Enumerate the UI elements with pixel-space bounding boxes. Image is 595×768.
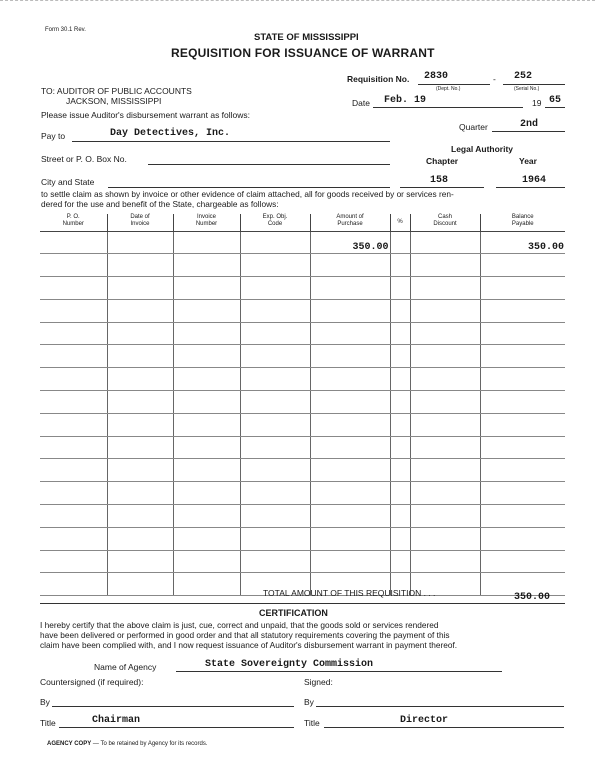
table-cell	[410, 254, 480, 277]
table-cell	[240, 391, 310, 414]
table-cell	[107, 345, 173, 368]
table-cell	[390, 413, 410, 436]
signed-label: Signed:	[304, 677, 333, 687]
table-cell	[310, 436, 390, 459]
table-cell	[410, 550, 480, 573]
table-cell	[410, 322, 480, 345]
table-cell	[480, 527, 565, 550]
table-row	[40, 505, 565, 528]
table-cell	[173, 254, 240, 277]
table-row	[40, 413, 565, 436]
table-cell	[310, 527, 390, 550]
chapter-value: 158	[430, 175, 449, 186]
table-cell	[390, 505, 410, 528]
charges-table	[40, 214, 565, 596]
table-cell	[107, 527, 173, 550]
table-cell	[173, 413, 240, 436]
serial-number: 252	[514, 71, 533, 82]
right-title-label: Title	[304, 718, 320, 728]
requisition-dash: -	[493, 74, 496, 84]
table-cell	[240, 482, 310, 505]
table-cell	[480, 482, 565, 505]
quarter-label: Quarter	[459, 122, 488, 132]
left-title-line	[59, 727, 294, 728]
table-cell	[240, 550, 310, 573]
street-line	[148, 164, 390, 165]
countersigned-label: Countersigned (if required):	[40, 677, 144, 687]
table-row	[40, 277, 565, 300]
table-cell	[390, 436, 410, 459]
serial-number-line	[503, 84, 565, 85]
table-cell	[390, 459, 410, 482]
right-title-value: Director	[400, 715, 449, 726]
table-cell	[107, 299, 173, 322]
to-line-1: TO: AUDITOR OF PUBLIC ACCOUNTS	[41, 86, 192, 96]
table-cell	[410, 277, 480, 300]
table-cell	[410, 299, 480, 322]
table-row	[40, 299, 565, 322]
pay-to-label: Pay to	[41, 131, 66, 141]
claim-text-2: dered for the use and benefit of the State, chargeable as follows:	[41, 199, 279, 209]
table-cell	[107, 482, 173, 505]
city-label: City and State	[41, 177, 95, 187]
table-cell	[390, 254, 410, 277]
table-cell	[173, 459, 240, 482]
table-cell	[310, 482, 390, 505]
row1-amount: 350.00	[352, 242, 389, 254]
table-row	[40, 322, 565, 345]
balance-cell	[480, 231, 565, 254]
table-cell	[410, 368, 480, 391]
right-by-line	[316, 706, 564, 707]
table-cell	[40, 573, 107, 596]
table-cell	[107, 459, 173, 482]
dept-number-line	[418, 84, 490, 85]
city-line	[108, 187, 390, 188]
table-cell	[173, 573, 240, 596]
table-cell	[173, 482, 240, 505]
table-cell	[310, 299, 390, 322]
pay-to-line	[72, 141, 390, 142]
table-cell	[173, 299, 240, 322]
table-cell	[107, 254, 173, 277]
table-cell	[480, 254, 565, 277]
table-cell	[310, 322, 390, 345]
dept-number: 2830	[424, 71, 449, 82]
table-cell	[173, 345, 240, 368]
table-cell	[40, 345, 107, 368]
table-cell	[310, 254, 390, 277]
agency-value: State Sovereignty Commission	[205, 659, 374, 670]
table-cell	[390, 345, 410, 368]
table-cell	[40, 482, 107, 505]
table-cell	[107, 277, 173, 300]
table-cell	[173, 391, 240, 414]
footer-agency-copy: AGENCY COPY	[47, 741, 92, 747]
table-cell	[40, 505, 107, 528]
date-year: 65	[549, 95, 562, 106]
table-row	[40, 391, 565, 414]
table-cell	[310, 413, 390, 436]
chapter-label: Chapter	[426, 156, 459, 166]
table-cell	[107, 231, 173, 254]
date-value: Feb. 19	[384, 95, 427, 106]
table-cell	[480, 345, 565, 368]
table-row	[40, 436, 565, 459]
table-cell	[173, 550, 240, 573]
table-cell	[240, 413, 310, 436]
table-cell	[390, 322, 410, 345]
table-cell	[173, 505, 240, 528]
table-cell	[390, 482, 410, 505]
table-cell	[240, 368, 310, 391]
table-row	[40, 550, 565, 573]
table-cell	[390, 527, 410, 550]
quarter-line	[492, 131, 565, 132]
table-cell	[240, 345, 310, 368]
table-cell	[240, 527, 310, 550]
left-title-label: Title	[40, 718, 56, 728]
to-line-2: JACKSON, MISSISSIPPI	[66, 96, 162, 106]
chapter-line	[400, 187, 484, 188]
table-row	[40, 345, 565, 368]
table-cell	[410, 231, 480, 254]
table-cell	[107, 505, 173, 528]
table-cell	[40, 368, 107, 391]
table-cell	[480, 299, 565, 322]
table-cell	[410, 436, 480, 459]
col-header-percent: %	[390, 214, 410, 231]
table-cell	[240, 231, 310, 254]
table-cell	[390, 391, 410, 414]
table-cell	[310, 459, 390, 482]
state-heading: STATE OF MISSISSIPPI	[254, 32, 359, 43]
table-row	[40, 459, 565, 482]
table-cell	[480, 436, 565, 459]
table-cell	[40, 436, 107, 459]
page-top-edge	[0, 0, 595, 1]
table-cell	[410, 345, 480, 368]
year-value: 1964	[522, 175, 547, 186]
table-cell	[40, 231, 107, 254]
certification-heading: CERTIFICATION	[259, 608, 328, 618]
quarter-value: 2nd	[520, 119, 539, 130]
date-line	[373, 107, 523, 108]
table-cell	[40, 391, 107, 414]
dept-caption: (Dept. No.)	[436, 86, 461, 92]
table-cell	[107, 322, 173, 345]
col-header-cash-discount: Cash Discount	[410, 214, 480, 231]
table-cell	[240, 299, 310, 322]
table-cell	[390, 299, 410, 322]
table-cell	[240, 436, 310, 459]
table-cell	[107, 391, 173, 414]
total-line	[40, 603, 565, 604]
table-cell	[480, 413, 565, 436]
table-cell	[480, 277, 565, 300]
table-cell	[40, 459, 107, 482]
table-cell	[173, 527, 240, 550]
right-by-label: By	[304, 697, 314, 707]
table-cell	[40, 527, 107, 550]
table-cell	[310, 345, 390, 368]
table-cell	[310, 277, 390, 300]
table-cell	[40, 254, 107, 277]
row1-balance: 350.00	[527, 242, 564, 254]
date-year-line	[545, 107, 565, 108]
street-label: Street or P. O. Box No.	[41, 154, 127, 164]
col-header-invoice-number: Invoice Number	[173, 214, 240, 231]
year-line	[496, 187, 565, 188]
table-cell	[40, 299, 107, 322]
footer	[47, 741, 208, 747]
table-cell	[410, 413, 480, 436]
form-title: REQUISITION FOR ISSUANCE OF WARRANT	[171, 46, 435, 60]
table-cell	[390, 368, 410, 391]
left-title-value: Chairman	[92, 715, 141, 726]
col-header-date-of-invoice: Date of Invoice	[107, 214, 173, 231]
table-row	[40, 254, 565, 277]
table-cell	[390, 231, 410, 254]
date-year-prefix: 19	[532, 98, 542, 108]
date-label: Date	[352, 98, 370, 108]
table-row	[40, 482, 565, 505]
claim-text-1: to settle claim as shown by invoice or other evidence of claim attached, all for goods received by or services ren-	[41, 189, 454, 199]
col-header-balance-payable: Balance Payable	[480, 214, 565, 231]
table-cell	[410, 527, 480, 550]
table-cell	[107, 573, 173, 596]
table-row	[40, 368, 565, 391]
table-cell	[40, 413, 107, 436]
footer-text: — To be retained by Agency for its records.	[92, 741, 208, 747]
table-cell	[173, 277, 240, 300]
agency-line	[176, 671, 502, 672]
table-cell	[310, 368, 390, 391]
table-cell	[173, 368, 240, 391]
table-cell	[40, 322, 107, 345]
table-cell	[173, 322, 240, 345]
table-cell	[240, 322, 310, 345]
table-header-row	[40, 214, 565, 231]
table-cell	[480, 550, 565, 573]
agency-label: Name of Agency	[94, 662, 157, 672]
table-cell	[390, 277, 410, 300]
table-cell	[107, 550, 173, 573]
table-cell	[310, 391, 390, 414]
table-cell	[107, 436, 173, 459]
to-line-3: Please issue Auditor's disbursement warrant as follows:	[41, 110, 251, 120]
col-header-amount-of-purchase: Amount of Purchase	[310, 214, 390, 231]
table-cell	[390, 550, 410, 573]
table-cell	[240, 505, 310, 528]
table-cell	[480, 459, 565, 482]
serial-caption: (Serial No.)	[514, 86, 540, 92]
certification-line-3: claim have been complied with, and I now request issuance of Auditor's disbursement warrant in payment thereof.	[40, 640, 458, 650]
legal-authority-label: Legal Authority	[451, 144, 514, 154]
col-header-po-number: P. O. Number	[40, 214, 107, 231]
table-cell	[40, 550, 107, 573]
table-cell	[410, 482, 480, 505]
table-row	[40, 231, 565, 254]
table-cell	[107, 368, 173, 391]
table-cell	[240, 254, 310, 277]
requisition-label: Requisition No.	[347, 74, 410, 84]
table-cell	[410, 505, 480, 528]
table-cell	[410, 459, 480, 482]
left-by-label: By	[40, 697, 50, 707]
table-cell	[410, 391, 480, 414]
table-cell	[173, 231, 240, 254]
table-cell	[173, 436, 240, 459]
right-title-line	[324, 727, 564, 728]
table-cell	[310, 505, 390, 528]
certification-line-2: have been delivered or performed in good order and that all statutory requirements covering the payment of this	[40, 630, 450, 640]
table-cell	[40, 277, 107, 300]
pay-to-value: Day Detectives, Inc.	[110, 128, 231, 139]
table-cell	[480, 368, 565, 391]
table-cell	[480, 322, 565, 345]
year-label: Year	[519, 156, 537, 166]
table-cell	[310, 550, 390, 573]
total-value: 350.00	[514, 592, 551, 603]
form-number: Form 30.1 Rev.	[45, 27, 86, 33]
table-cell	[480, 391, 565, 414]
table-cell	[240, 459, 310, 482]
table-cell	[107, 413, 173, 436]
total-label: TOTAL AMOUNT OF THIS REQUISITION . . .	[263, 588, 436, 598]
certification-line-1: I hereby certify that the above claim is just, cue, correct and unpaid, that the goods sold or services rendered	[40, 620, 439, 630]
col-header-exp-obj-code: Exp. Obj. Code	[240, 214, 310, 231]
table-cell	[480, 505, 565, 528]
table-cell	[240, 277, 310, 300]
amount-cell	[310, 231, 390, 254]
left-by-line	[52, 706, 294, 707]
table-row	[40, 527, 565, 550]
